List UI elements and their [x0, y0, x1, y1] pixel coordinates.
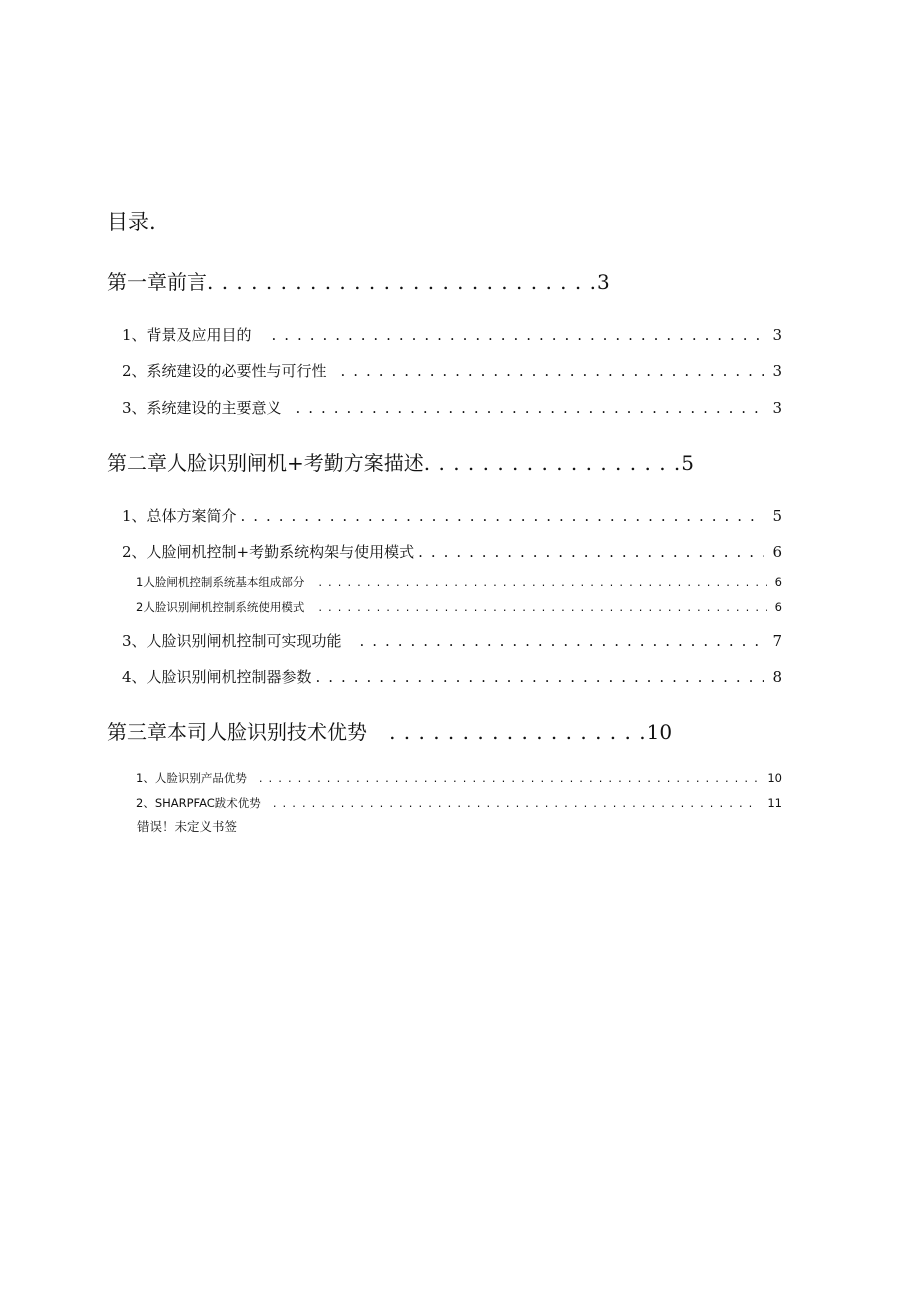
- toc-section[interactable]: [122, 631, 782, 651]
- toc-subsection[interactable]: [136, 599, 782, 615]
- toc-section[interactable]: [122, 506, 782, 526]
- bookmark-error-note: 错误！未定义书签: [137, 819, 238, 834]
- chapter-page-number: 10: [646, 720, 673, 744]
- toc-chapter-3[interactable]: [107, 718, 672, 746]
- section-label: 4、人脸识别闸机控制器参数: [122, 668, 312, 686]
- subsection-page-number: 10: [767, 771, 782, 785]
- section-page-number: 8: [772, 668, 782, 686]
- leader-dots: [239, 506, 764, 526]
- section-page-number: 7: [772, 632, 782, 650]
- leader-dots: [247, 770, 760, 786]
- chapter-leader-dots: . . . . . . . . . . . . . . . . . .: [423, 451, 682, 475]
- chapter-label: 第三章本司人脸识别技术优势: [107, 720, 367, 744]
- chapter-leader-dots: . . . . . . . . . . . . . . . . . .: [367, 720, 647, 744]
- toc-subsection[interactable]: [136, 574, 782, 590]
- leader-dots: [304, 574, 766, 590]
- toc-section[interactable]: [122, 542, 782, 562]
- chapter-page-number: 3: [596, 270, 610, 294]
- subsection-label: 2、SHARPFAC跋术优势: [136, 796, 261, 810]
- section-label: 3、系统建设的主要意义: [122, 399, 282, 417]
- chapter-label: 第一章前言: [107, 270, 207, 294]
- subsection-page-number: 11: [767, 796, 782, 810]
- leader-dots: [344, 631, 764, 651]
- section-label: 1、总体方案简介: [122, 507, 237, 525]
- subsection-page-number: 6: [774, 575, 782, 589]
- toc-title: 目录.: [107, 210, 156, 234]
- toc-subsection[interactable]: [136, 795, 782, 811]
- chapter-leader-dots: . . . . . . . . . . . . . . . . . . . . . . . . . . .: [207, 270, 597, 294]
- chapter-page-number: 5: [681, 451, 695, 475]
- subsection-label: 1、人脸识别产品优势: [136, 771, 247, 785]
- toc-chapter-2[interactable]: [107, 449, 694, 477]
- subsection-label: 1人脸闸机控制系统基本组成部分: [136, 575, 305, 589]
- section-page-number: 3: [772, 362, 782, 380]
- leader-dots: [416, 542, 764, 562]
- section-label: 3、人脸识别闸机控制可实现功能: [122, 632, 342, 650]
- toc-section[interactable]: [122, 325, 782, 345]
- toc-section[interactable]: [122, 361, 782, 381]
- section-page-number: 5: [772, 507, 782, 525]
- section-page-number: 3: [772, 399, 782, 417]
- section-label: 1、背景及应用目的: [122, 326, 252, 344]
- leader-dots: [261, 795, 760, 811]
- leader-dots: [284, 398, 764, 418]
- leader-dots: [329, 361, 764, 381]
- section-label: 2、人脸闸机控制+考勤系统构架与使用模式: [122, 543, 415, 561]
- leader-dots: [314, 667, 764, 687]
- chapter-label: 第二章人脸识别闸机+考勤方案描述: [107, 451, 424, 475]
- toc-section[interactable]: [122, 398, 782, 418]
- section-label: 2、系统建设的必要性与可行性: [122, 362, 327, 380]
- subsection-label: 2人脸识别闸机控制系统使用模式: [136, 600, 305, 614]
- subsection-page-number: 6: [774, 600, 782, 614]
- section-page-number: 6: [772, 543, 782, 561]
- leader-dots: [304, 599, 766, 615]
- toc-chapter-1[interactable]: [107, 268, 610, 296]
- toc-section[interactable]: [122, 667, 782, 687]
- section-page-number: 3: [772, 326, 782, 344]
- leader-dots: [254, 325, 764, 345]
- toc-subsection[interactable]: [136, 770, 782, 786]
